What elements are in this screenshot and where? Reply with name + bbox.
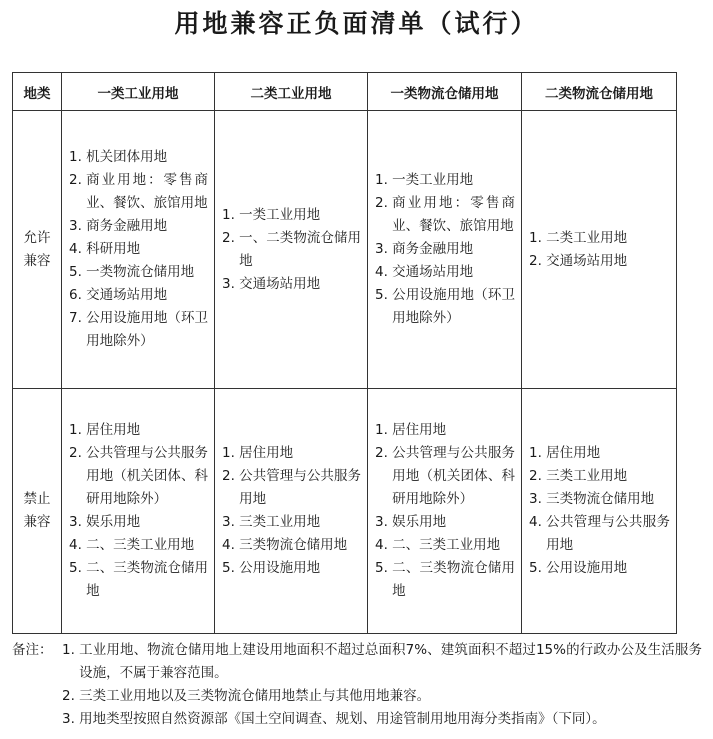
notes-label [12, 708, 62, 731]
list-item-text: 商务金融用地 [86, 218, 168, 234]
list-item-text: 三类工业用地 [546, 468, 628, 484]
row-label-line: 禁止 [23, 491, 51, 507]
list-item-number: 5. [375, 287, 393, 303]
list-item-number: 6. [69, 287, 87, 303]
list-item-number: 2. [529, 252, 547, 269]
list-item-number: 3. [375, 514, 393, 530]
list-item-text: 一类工业用地 [239, 206, 321, 223]
list-item-text: 交通场站用地 [546, 252, 628, 269]
header-class2-logistics: 二类物流仓储用地 [522, 73, 677, 111]
list-item-text: 商业用地：零售商业、餐饮、旅馆用地 [392, 195, 515, 234]
list-item-number: 5. [375, 560, 393, 576]
list-item [222, 227, 361, 273]
list-item-text: 一类物流仓储用地 [86, 264, 195, 280]
list-item [529, 442, 670, 465]
list-item-number: 3. [69, 514, 87, 530]
list-item [375, 419, 515, 442]
list-item-text: 公共管理与公共服务用地（机关团体、科研用地除外） [392, 445, 515, 507]
list-item-number: 4. [375, 264, 393, 280]
list-item [69, 146, 208, 169]
list-item-number: 4. [69, 537, 87, 553]
list-item-number: 3. [375, 241, 393, 257]
list-item-text: 公用设施用地 [239, 560, 321, 576]
list-item [375, 169, 515, 192]
list-item [375, 284, 515, 330]
note-number: 1. [62, 642, 80, 658]
list-item-text: 居住用地 [392, 422, 447, 438]
list-item-text: 公用设施用地 [546, 560, 628, 576]
notes-label: 备注： [12, 642, 53, 658]
list-item [375, 534, 515, 557]
list-item-text: 公共管理与公共服务用地 [546, 514, 670, 553]
list-item-number: 1. [69, 422, 87, 438]
list-item [69, 534, 208, 557]
list-item [69, 557, 208, 603]
list-item-number: 2. [69, 445, 87, 461]
list-item-text: 三类工业用地 [239, 514, 321, 530]
list-item [529, 465, 670, 488]
list-item-text: 商务金融用地 [392, 241, 474, 257]
list-item [529, 227, 670, 250]
list-item-number: 1. [375, 422, 393, 438]
list-item-number: 2. [375, 195, 393, 211]
list-item-text: 二、三类物流仓储用地 [392, 560, 515, 599]
note-number: 2. [62, 688, 80, 704]
list-item-text: 科研用地 [86, 241, 141, 257]
list-item [529, 557, 670, 580]
list-item-number: 3. [529, 491, 547, 507]
list-item [375, 261, 515, 284]
list-item [69, 169, 208, 215]
table-cell [215, 111, 368, 389]
note-number: 3. [62, 711, 80, 727]
list-item [69, 261, 208, 284]
list-item [529, 488, 670, 511]
header-land-category: 地类 [13, 73, 62, 111]
list-item [375, 442, 515, 511]
list-item [529, 511, 670, 557]
header-class2-industrial: 二类工业用地 [215, 73, 368, 111]
row-label-allowed [13, 111, 62, 389]
list-item-text: 居住用地 [546, 445, 601, 461]
list-item-text: 三类物流仓储用地 [546, 491, 655, 507]
note-text: 工业用地、物流仓储用地上建设用地面积不超过总面积7%、建筑面积不超过15%的行政办公及生活服务设施，不属于兼容范围。 [79, 642, 702, 681]
list-item-number: 5. [69, 264, 87, 280]
list-item-number: 1. [529, 445, 547, 461]
list-item-number: 7. [69, 310, 87, 326]
table-cell [368, 111, 522, 389]
table-row-prohibited [13, 389, 677, 634]
list-item [222, 557, 361, 580]
list-item-text: 商业用地：零售商业、餐饮、旅馆用地 [86, 172, 208, 211]
list-item-text: 交通场站用地 [86, 287, 168, 303]
list-item-text: 公用设施用地（环卫用地除外） [86, 310, 208, 349]
table-cell [368, 389, 522, 634]
list-item [222, 465, 361, 511]
notes-label [12, 685, 62, 708]
list-item-text: 公用设施用地（环卫用地除外） [392, 287, 515, 326]
list-item [529, 250, 670, 273]
list-item-number: 1. [222, 206, 240, 223]
note-item [12, 685, 702, 708]
list-item-number: 1. [69, 149, 87, 165]
list-item [375, 238, 515, 261]
list-item-number: 1. [222, 445, 240, 461]
table-cell [62, 389, 215, 634]
note-item [12, 708, 702, 731]
table-cell [522, 111, 677, 389]
list-item-number: 2. [222, 229, 240, 246]
list-item-number: 5. [529, 560, 547, 576]
list-item-text: 机关团体用地 [86, 149, 168, 165]
list-item-text: 二、三类工业用地 [392, 537, 501, 553]
list-item-text: 二、三类工业用地 [86, 537, 195, 553]
list-item-number: 1. [375, 172, 393, 188]
list-item-number: 4. [222, 537, 240, 553]
row-label-line: 兼容 [23, 514, 51, 530]
list-item-text: 交通场站用地 [239, 275, 321, 292]
table-cell [62, 111, 215, 389]
list-item-number: 1. [529, 229, 547, 246]
list-item-text: 二类工业用地 [546, 229, 628, 246]
list-item-number: 5. [222, 560, 240, 576]
list-item [69, 284, 208, 307]
list-item [222, 511, 361, 534]
row-label-line: 允许 [23, 229, 51, 246]
table-row-allowed [13, 111, 677, 389]
list-item [69, 215, 208, 238]
header-class1-logistics: 一类物流仓储用地 [368, 73, 522, 111]
list-item-text: 公共管理与公共服务用地 [239, 468, 361, 507]
list-item [222, 273, 361, 296]
list-item-number: 2. [375, 445, 393, 461]
list-item-number: 2. [529, 468, 547, 484]
table-cell [215, 389, 368, 634]
list-item [222, 442, 361, 465]
list-item-text: 一类工业用地 [392, 172, 474, 188]
list-item-text: 娱乐用地 [392, 514, 447, 530]
note-text: 三类工业用地以及三类物流仓储用地禁止与其他用地兼容。 [79, 688, 431, 704]
notes-section [12, 639, 702, 731]
land-use-compatibility-table [12, 72, 677, 634]
page-title: 用地兼容正负面清单（试行） [174, 9, 539, 38]
list-item [375, 192, 515, 238]
list-item-number: 3. [69, 218, 87, 234]
list-item [375, 511, 515, 534]
list-item [69, 511, 208, 534]
list-item [69, 238, 208, 261]
list-item [222, 204, 361, 227]
list-item-number: 5. [69, 560, 87, 576]
list-item [69, 442, 208, 511]
list-item [69, 419, 208, 442]
list-item-text: 居住用地 [239, 445, 294, 461]
note-text: 用地类型按照自然资源部《国土空间调查、规划、用途管制用地用海分类指南》（下同）。 [79, 711, 606, 727]
list-item [375, 557, 515, 603]
list-item-text: 交通场站用地 [392, 264, 474, 280]
list-item-number: 3. [222, 514, 240, 530]
header-class1-industrial: 一类工业用地 [62, 73, 215, 111]
table-cell [522, 389, 677, 634]
list-item-number: 2. [222, 468, 240, 484]
list-item-number: 2. [69, 172, 87, 188]
list-item-text: 一、二类物流仓储用地 [239, 229, 361, 269]
list-item [69, 307, 208, 353]
table-header-row [13, 73, 677, 111]
list-item-text: 公共管理与公共服务用地（机关团体、科研用地除外） [86, 445, 208, 507]
list-item-text: 二、三类物流仓储用地 [86, 560, 208, 599]
note-item [12, 639, 702, 685]
list-item-number: 4. [69, 241, 87, 257]
list-item-number: 3. [222, 275, 240, 292]
list-item-number: 4. [375, 537, 393, 553]
list-item-number: 4. [529, 514, 547, 530]
row-label-prohibited [13, 389, 62, 634]
row-label-line: 兼容 [23, 252, 51, 269]
list-item-text: 居住用地 [86, 422, 141, 438]
list-item [222, 534, 361, 557]
list-item-text: 娱乐用地 [86, 514, 141, 530]
list-item-text: 三类物流仓储用地 [239, 537, 348, 553]
